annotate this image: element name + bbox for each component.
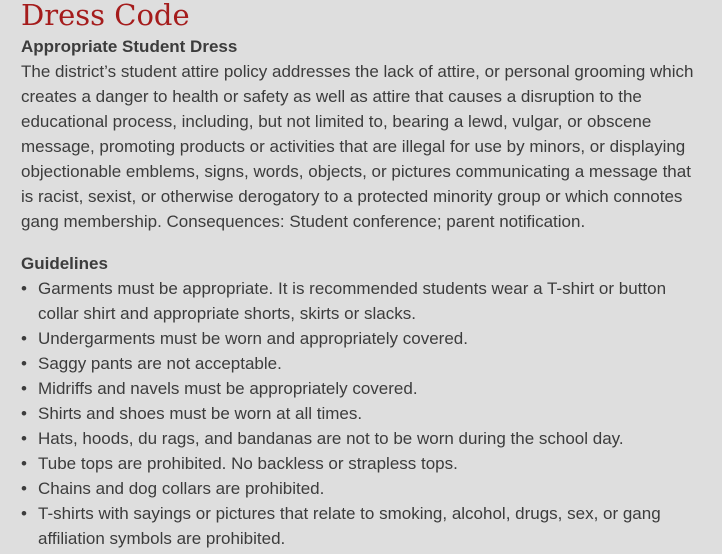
bullet-icon: • bbox=[21, 404, 27, 423]
bullet-icon: • bbox=[21, 279, 27, 298]
guideline-item bbox=[21, 276, 698, 326]
guideline-item bbox=[21, 326, 698, 351]
guideline-text: T-shirts with sayings or pictures that relate to smoking, alcohol, drugs, sex, or gang affiliation symbols are prohibited. bbox=[38, 504, 661, 548]
bullet-icon: • bbox=[21, 354, 27, 373]
guidelines-list bbox=[21, 276, 698, 551]
guideline-item bbox=[21, 401, 698, 426]
guideline-text: Midriffs and navels must be appropriately covered. bbox=[38, 379, 418, 398]
guideline-item bbox=[21, 351, 698, 376]
section-heading-appropriate-dress: Appropriate Student Dress bbox=[21, 37, 238, 56]
bullet-icon: • bbox=[21, 329, 27, 348]
bullet-icon: • bbox=[21, 504, 27, 523]
guideline-text: Tube tops are prohibited. No backless or strapless tops. bbox=[38, 454, 458, 473]
attire-policy-paragraph: The district’s student attire policy addresses the lack of attire, or personal grooming which creates a danger to health or safety as well as attire that causes a disruption to the educational process, including, but not limited to, bearing a lewd, vulgar, or obscene message, promoting products or activities that are illegal for use by minors, or displaying objectionable emblems, signs, words, objects, or pictures communicating a message that is racist, sexist, or otherwise derogatory to a protected minority group or which connotes gang membership. Consequences: Student conference; parent notification. bbox=[21, 62, 694, 231]
section-heading-guidelines: Guidelines bbox=[21, 254, 108, 273]
bullet-icon: • bbox=[21, 429, 27, 448]
guideline-item bbox=[21, 426, 698, 451]
bullet-icon: • bbox=[21, 479, 27, 498]
guideline-text: Undergarments must be worn and appropriately covered. bbox=[38, 329, 468, 348]
guideline-text: Hats, hoods, du rags, and bandanas are not to be worn during the school day. bbox=[38, 429, 624, 448]
bullet-icon: • bbox=[21, 454, 27, 473]
guideline-item bbox=[21, 451, 698, 476]
page-title: Dress Code bbox=[21, 0, 190, 32]
guideline-text: Shirts and shoes must be worn at all times. bbox=[38, 404, 363, 423]
guideline-item bbox=[21, 501, 698, 551]
section-spacer bbox=[21, 234, 698, 251]
guideline-item bbox=[21, 476, 698, 501]
bullet-icon: • bbox=[21, 379, 27, 398]
guideline-text: Garments must be appropriate. It is recommended students wear a T-shirt or button collar shirt and appropriate shorts, skirts or slacks. bbox=[38, 279, 667, 323]
guideline-text: Saggy pants are not acceptable. bbox=[38, 354, 282, 373]
guideline-text: Chains and dog collars are prohibited. bbox=[38, 479, 325, 498]
guideline-item bbox=[21, 376, 698, 401]
